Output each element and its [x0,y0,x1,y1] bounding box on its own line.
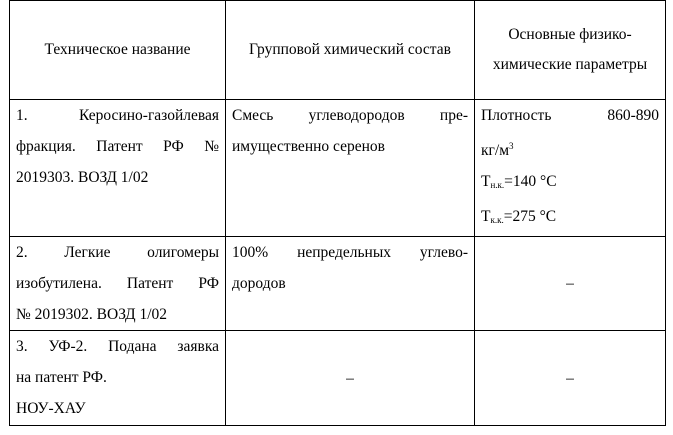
row3-composition-cell: – [226,331,475,426]
density-unit: кг/м [481,142,510,159]
row3-name-line: на патент РФ. [16,369,107,386]
boiling-start-line [481,166,659,201]
t-end-symbol: Т [481,208,491,225]
row2-composition-cell [226,237,475,331]
table-row [10,100,666,237]
row1-name-line: 2019303. ВОЗД 1/02 [16,169,149,186]
density-unit-exponent: 3 [509,141,514,151]
t-start-value: =140 °С [504,173,557,190]
row3-name-line: НОУ-ХАУ [16,400,86,417]
header-group-composition: Групповой химический состав [226,1,475,100]
density-line [481,100,659,131]
row2-name-line: 2. Легкие олигомеры [16,244,219,261]
row1-params-cell [475,100,666,237]
t-start-subscript: н.к. [490,180,505,190]
row3-params-cell: – [475,331,666,426]
row2-name-cell [10,237,226,331]
row1-composition-cell [226,100,475,237]
row1-composition-line: Смесь углеводородов пре- [232,107,468,124]
table-row [10,237,666,331]
density-value: 860-890 [607,107,659,124]
row2-composition-line: 100% непредельных углево- [232,244,468,261]
table-row [10,331,666,426]
properties-table [9,0,666,426]
table-header-row [10,1,666,100]
row2-name-line: изобутилена. Патент РФ [16,275,219,292]
row1-name-cell [10,100,226,237]
boiling-end-line [481,201,659,236]
t-start-symbol: Т [481,173,491,190]
t-end-subscript: к.к. [490,215,504,225]
row1-name-line: фракция. Патент РФ № [16,138,219,155]
row1-name-line: 1. Керосино-газойлевая [16,107,219,124]
row3-name-cell [10,331,226,426]
header-main-parameters: Основные физико-химические параметры [475,1,666,100]
row2-composition-line: дородов [232,275,286,292]
row2-params-cell: – [475,237,666,331]
row2-name-line: № 2019302. ВОЗД 1/02 [16,306,168,323]
row1-composition-line: имущественно серенов [232,138,385,155]
row3-name-line: 3. УФ-2. Подана заявка [16,338,219,355]
density-unit-line [481,131,659,166]
header-technical-name: Техническое название [10,1,226,100]
t-end-value: =275 °С [503,208,557,225]
density-label: Плотность [481,107,552,124]
